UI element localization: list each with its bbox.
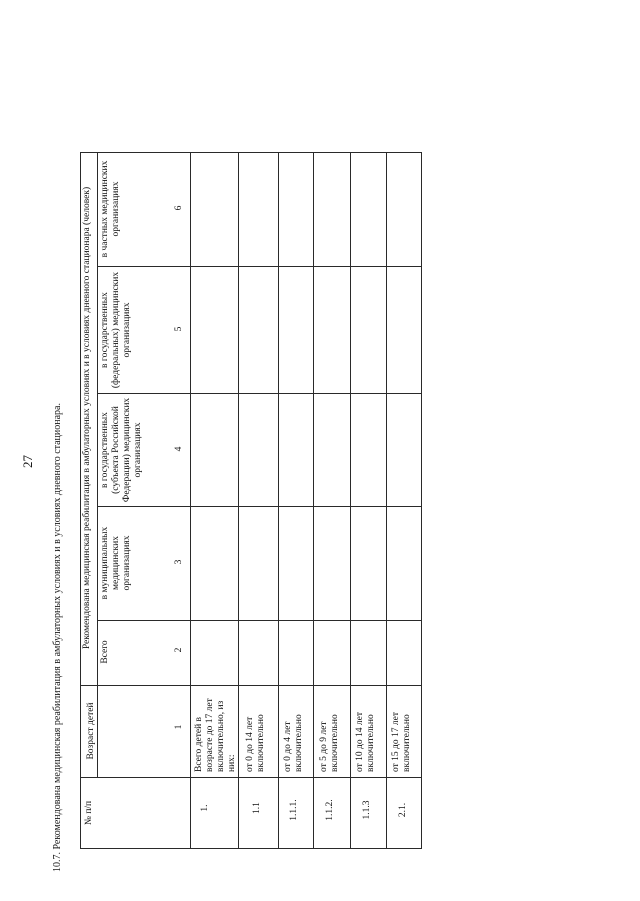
header-state-federal: в государственных (федеральных) медицинских организациях (100, 271, 132, 389)
row-1-number: 1. (200, 804, 210, 812)
col-number-4: 4 (174, 446, 184, 452)
page-number: 27 (20, 455, 35, 468)
row-2-age: от 0 до 14 лет включительно (245, 714, 266, 772)
row-4-number: 1.1.2. (325, 799, 335, 821)
row-1-age: Всего детей в возрасте до 17 лет включительно, из них: (194, 698, 237, 772)
row-5-number: 1.1.3 (362, 800, 372, 820)
header-rehab-group: Рекомендована медицинская реабилитация в амбулаторных условиях и в условиях дневного стационара (человек) (82, 186, 92, 650)
header-state-subject: в государственных (субъекта Российской Федерации) медицинских организациях (100, 397, 143, 503)
row-6-age: от 15 до 17 лет включительно (391, 712, 412, 772)
col-number-2: 2 (174, 647, 184, 653)
header-municipal: в муниципальных медицинских организациях (100, 526, 132, 600)
header-age: Возраст детей (86, 702, 96, 760)
header-total: Всего (100, 640, 110, 664)
row-3-age: от 0 до 4 лет включительно (283, 714, 304, 772)
col-number-1: 1 (174, 724, 184, 730)
row-3-number: 1.1.1. (289, 799, 299, 821)
row-4-age: от 5 до 9 лет включительно (319, 714, 340, 772)
section-caption: 10.7. Рекомендована медицинская реабилитация в амбулаторных условиях и в условиях дневного стационара. (52, 403, 63, 872)
header-private: в частных медицинских организациях (100, 160, 121, 258)
header-number: № п/п (84, 800, 94, 826)
row-6-number: 2.1. (398, 802, 408, 818)
col-number-3: 3 (174, 559, 184, 565)
col-number-6: 6 (174, 205, 184, 211)
col-number-5: 5 (174, 326, 184, 332)
row-2-number: 1.1 (252, 802, 262, 814)
row-5-age: от 10 до 14 лет включительно (355, 712, 376, 772)
